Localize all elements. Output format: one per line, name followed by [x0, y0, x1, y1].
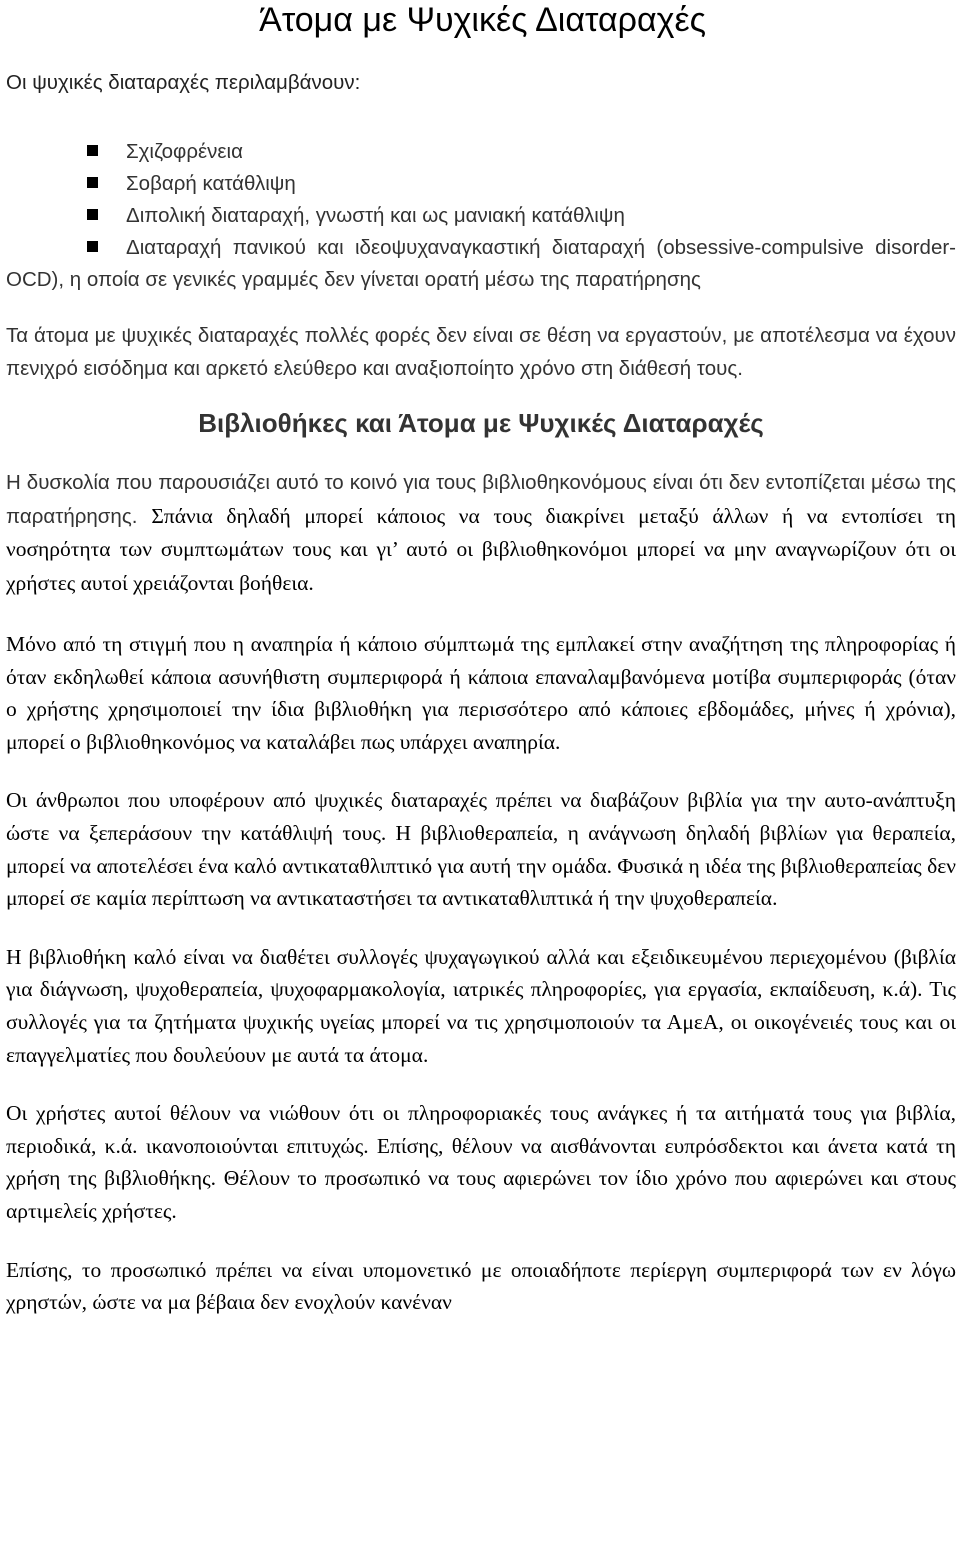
page-title: Άτομα με Ψυχικές Διαταραχές	[259, 1, 706, 39]
document-page	[6, 0, 956, 1319]
section-subtitle: Βιβλιοθήκες και Άτομα με Ψυχικές Διαταραχές	[198, 408, 764, 438]
paragraph-detection: Μόνο από τη στιγμή που η αναπηρία ή κάποιο σύμπτωμά της εμπλακεί στην αναζήτηση της πληροφορίας ή όταν εκδηλωθεί κάποια ασυνήθιστη συμπεριφορά ή κάποια επαναλαμβανόμενα μοτίβα συμπεριφοράς (όταν ο χρήστης χρησιμοποιεί την ίδια βιβλιοθήκη για περισσότερο από κάποιες εβδομάδες, μήνες ή χρόνια), μπορεί ο βιβλιοθηκονόμος να καταλάβει πως υπάρχει αναπηρία.	[6, 632, 956, 754]
paragraph-difficulty-serif: Σπάνια δηλαδή μπορεί κάποιος να τους διακρίνει μεταξύ άλλων ή να εντοπίσει τη νοσηρότητα των συμπτωμάτων τους και γι’ αυτό οι βιβλιοθηκονόμοι μπορεί να μην αναγνωρίζουν ότι οι χρήστες αυτοί χρειάζονται βοήθεια.	[6, 503, 956, 595]
list-item	[6, 136, 956, 168]
intro-text: Οι ψυχικές διαταραχές περιλαμβάνουν:	[6, 71, 361, 94]
list-item	[6, 232, 956, 296]
paragraph-collections: Η βιβλιοθήκη καλό είναι να διαθέτει συλλογές ψυχαγωγικού αλλά και εξειδικευμένου περιεχομένου (βιβλία για διάγνωση, ψυχοθεραπεία, ψυχοφαρμακολογία, ιατρικές πληροφορίες, για εργασία, εκπαίδευση, κ.ά). Τις συλλογές για τα ζητήματα ψυχικής υγείας μπορεί να τις χρησιμοποιούν τα ΑμεΑ, οι οικογένειές τους και οι επαγγελματίες που δουλεύουν με αυτά τα άτομα.	[6, 944, 956, 1067]
square-bullet-icon	[87, 241, 98, 252]
list-item-text: Διαταραχή πανικού και ιδεοψυχαναγκαστική διαταραχή (obsessive-compulsive disorder-OCD), η οποία σε γενικές γραμμές δεν γίνεται ορατή μέσω της παρατήρησης	[6, 236, 956, 291]
square-bullet-icon	[87, 177, 98, 188]
list-item-text: Σχιζοφρένεια	[126, 140, 243, 163]
paragraph-difficulty	[6, 467, 956, 600]
paragraph-bibliotherapy: Οι άνθρωποι που υποφέρουν από ψυχικές διαταραχές πρέπει να διαβάζουν βιβλία για την αυτο-ανάπτυξη ώστε να ξεπεράσουν την κατάθλιψή τους. Η βιβλιοθεραπεία, η ανάγνωση δηλαδή βιβλίων για θεραπεία, μπορεί να αποτελέσει ένα καλό αντικαταθλιπτικό για αυτή την ομάδα. Φυσικά η ιδέα της βιβλιοθεραπείας δεν μπορεί σε καμία περίπτωση να αντικαταστήσει τα αντικαταθλιπτικά ή την ψυχοθεραπεία.	[6, 788, 956, 911]
paragraph-income: Τα άτομα με ψυχικές διαταραχές πολλές φορές δεν είναι σε θέση να εργαστούν, με αποτέλεσμα να έχουν πενιχρό εισόδημα και αρκετό ελεύθερο και αναξιοποίητο χρόνο στη διάθεσή τους.	[6, 324, 956, 380]
disorders-list	[6, 136, 956, 296]
list-item	[6, 168, 956, 200]
square-bullet-icon	[87, 209, 98, 220]
list-item-text: Διπολική διαταραχή, γνωστή και ως μανιακή κατάθλιψη	[126, 204, 625, 227]
list-item	[6, 200, 956, 232]
paragraph-users: Οι χρήστες αυτοί θέλουν να νιώθουν ότι οι πληροφοριακές τους ανάγκες ή τα αιτήματά τους για βιβλία, περιοδικά, κ.ά. ικανοποιούνται επιτυχώς. Επίσης, θέλουν να αισθάνονται ευπρόσδεκτοι και άνετα κατά τη χρήση της βιβλιοθήκης. Θέλουν το προσωπικό να τους αφιερώνει τον ίδιο χρόνο που αφιερώνει και στους αρτιμελείς χρήστες.	[6, 1101, 956, 1223]
list-item-text: Σοβαρή κατάθλιψη	[126, 172, 296, 195]
paragraph-staff: Επίσης, το προσωπικό πρέπει να είναι υπομονετικό με οποιαδήποτε περίεργη συμπεριφορά των εν λόγω χρηστών, ώστε να μα βέβαια δεν ενοχλούν κανέναν	[6, 1257, 956, 1315]
square-bullet-icon	[87, 145, 98, 156]
paragraph-difficulty-sans: Η δυσκολία που παρουσιάζει αυτό το κοινό για τους βιβλιοθηκονόμους είναι ότι δεν εντοπίζεται μέσω της παρατήρησης.	[6, 471, 956, 528]
